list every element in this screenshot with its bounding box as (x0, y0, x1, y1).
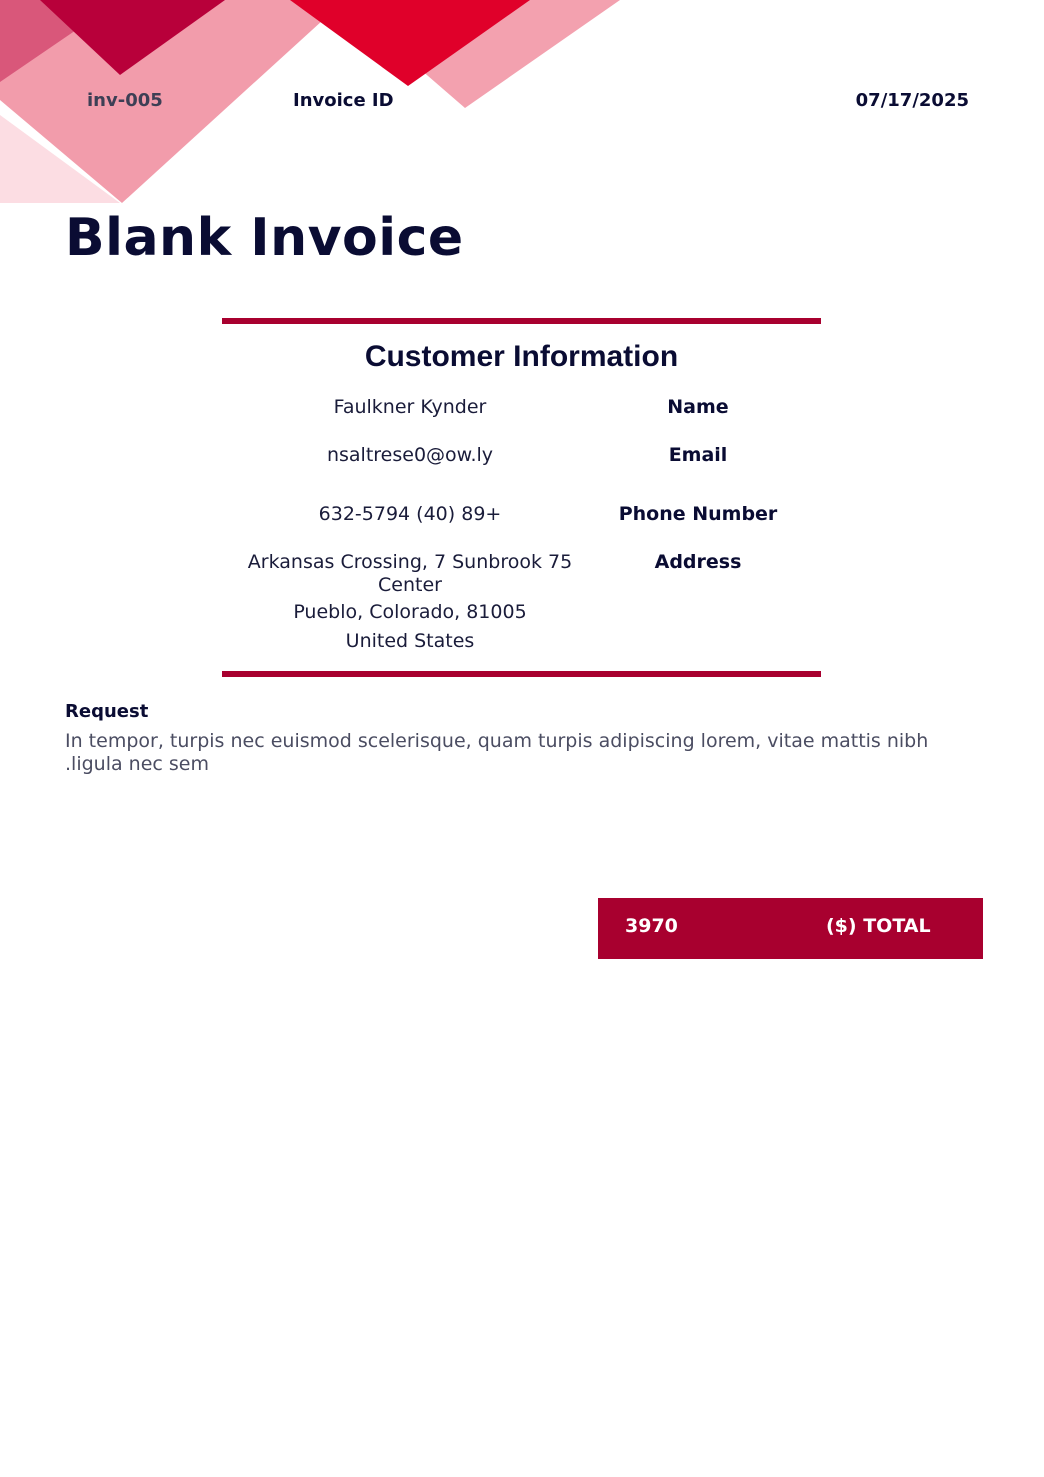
invoice-date: 07/17/2025 (855, 90, 969, 111)
invoice-number: inv-005 (87, 90, 163, 111)
customer-name-value: Faulkner Kynder (333, 396, 487, 418)
customer-phone-value: 632-5794 (40) 89+ (318, 503, 502, 525)
divider-bottom (222, 671, 821, 677)
total-label: ($) TOTAL (826, 915, 931, 937)
customer-address-line1: Arkansas Crossing, 7 Sunbrook 75 Center (247, 551, 573, 596)
total-amount: 3970 (625, 915, 678, 937)
customer-email-label: Email (668, 444, 728, 466)
request-label: Request (65, 701, 149, 722)
divider-top (222, 318, 821, 324)
request-text: In tempor, turpis nec euismod scelerisque, quam turpis adipiscing lorem, vitae mattis nibh .ligula nec sem (65, 730, 929, 775)
customer-name-label: Name (667, 396, 729, 418)
customer-address-line2: Pueblo, Colorado, 81005 (293, 601, 527, 623)
customer-phone-label: Phone Number (618, 503, 778, 525)
customer-info-heading: Customer Information (364, 340, 679, 373)
customer-email-value: nsaltrese0@ow.ly (326, 444, 494, 466)
customer-address-line3: United States (345, 630, 475, 652)
page-title: Blank Invoice (65, 208, 464, 268)
customer-address-label: Address (654, 551, 742, 573)
invoice-id-label: Invoice ID (293, 90, 394, 111)
total-box (598, 898, 983, 959)
